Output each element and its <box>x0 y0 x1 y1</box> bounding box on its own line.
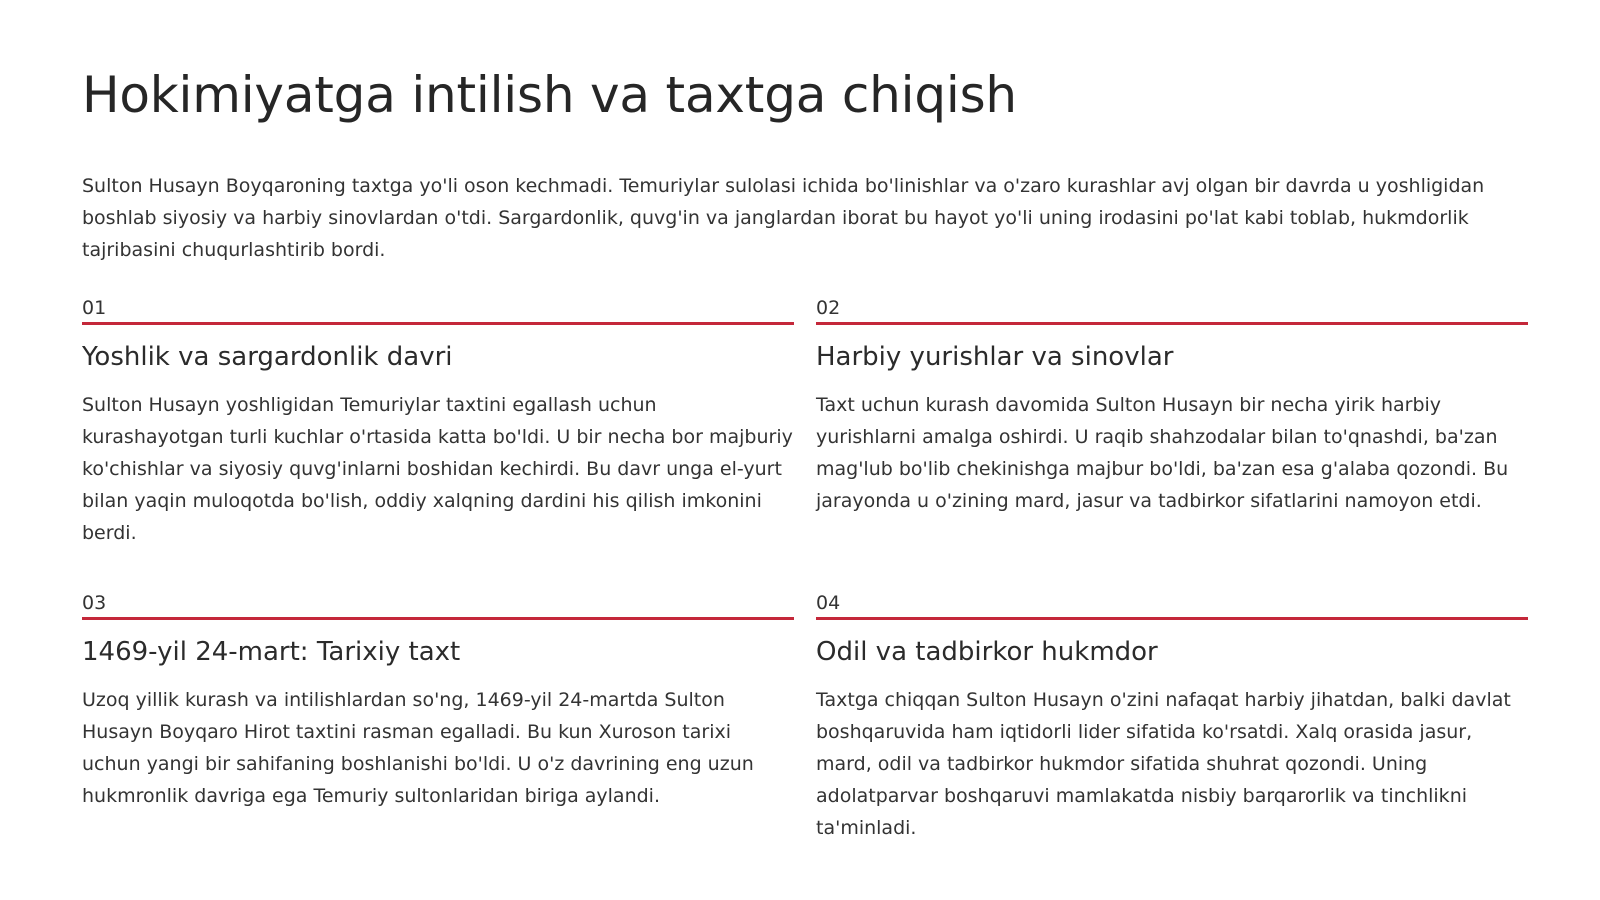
card-number: 04 <box>816 592 841 614</box>
card-divider <box>816 322 1528 325</box>
card-number: 01 <box>82 297 107 319</box>
slide-content <box>82 64 1528 844</box>
card-heading: Odil va tadbirkor hukmdor <box>816 637 1158 667</box>
card-divider <box>82 617 794 620</box>
card-text: Sulton Husayn yoshligidan Temuriylar taxtini egallash uchun kurashayotgan turli kuchlar o'rtasida katta bo'ldi. U bir necha bor majburiy ko'chishlar va siyosiy quvg'inlarni boshidan kechirdi. Bu davr unga el-yurt bilan yaqin muloqotda bo'lish, oddiy xalqning dardini his qilish imkonini berdi. <box>82 394 793 544</box>
card-number: 02 <box>816 297 841 319</box>
card-divider <box>816 617 1528 620</box>
card-heading: Harbiy yurishlar va sinovlar <box>816 342 1174 372</box>
card-04 <box>816 591 1528 844</box>
cards-grid <box>82 296 1528 844</box>
card-text: Taxt uchun kurash davomida Sulton Husayn bir necha yirik harbiy yurishlarni amalga oshirdi. U raqib shahzodalar bilan to'qnashdi, ba'zan mag'lub bo'lib chekinishga majbur bo'ldi, ba'zan esa g'alaba qozondi. Bu jarayonda u o'zining mard, jasur va tadbirkor sifatlarini namoyon etdi. <box>816 394 1509 512</box>
card-02 <box>816 296 1528 549</box>
card-heading: Yoshlik va sargardonlik davri <box>82 342 453 372</box>
card-01 <box>82 296 794 549</box>
page-title: Hokimiyatga intilish va taxtga chiqish <box>82 66 1017 124</box>
intro-paragraph: Sulton Husayn Boyqaroning taxtga yo'li oson kechmadi. Temuriylar sulolasi ichida bo'linishlar va o'zaro kurashlar avj olgan bir davrda u yoshligidan boshlab siyosiy va harbiy sinovlardan o'tdi. Sargardonlik, quvg'in va janglardan iborat bu hayot yo'li uning irodasini po'lat kabi toblab, hukmdorlik tajribasini chuqurlashtirib bordi. <box>82 175 1485 261</box>
card-heading: 1469-yil 24-mart: Tarixiy taxt <box>82 637 461 667</box>
card-divider <box>82 322 794 325</box>
card-text: Uzoq yillik kurash va intilishlardan so'ng, 1469-yil 24-martda Sulton Husayn Boyqaro Hirot taxtini rasman egalladi. Bu kun Xuroson tarixi uchun yangi bir sahifaning boshlanishi bo'ldi. U o'z davrining eng uzun hukmronlik davriga ega Temuriy sultonlaridan biriga aylandi. <box>82 689 754 807</box>
card-text: Taxtga chiqqan Sulton Husayn o'zini nafaqat harbiy jihatdan, balki davlat boshqaruvida ham iqtidorli lider sifatida ko'rsatdi. Xalq orasida jasur, mard, odil va tadbirkor hukmdor sifatida shuhrat qozondi. Uning adolatparvar boshqaruvi mamlakatda nisbiy barqarorlik va tinchlikni ta'minladi. <box>816 689 1511 839</box>
card-03 <box>82 591 794 844</box>
card-number: 03 <box>82 592 107 614</box>
